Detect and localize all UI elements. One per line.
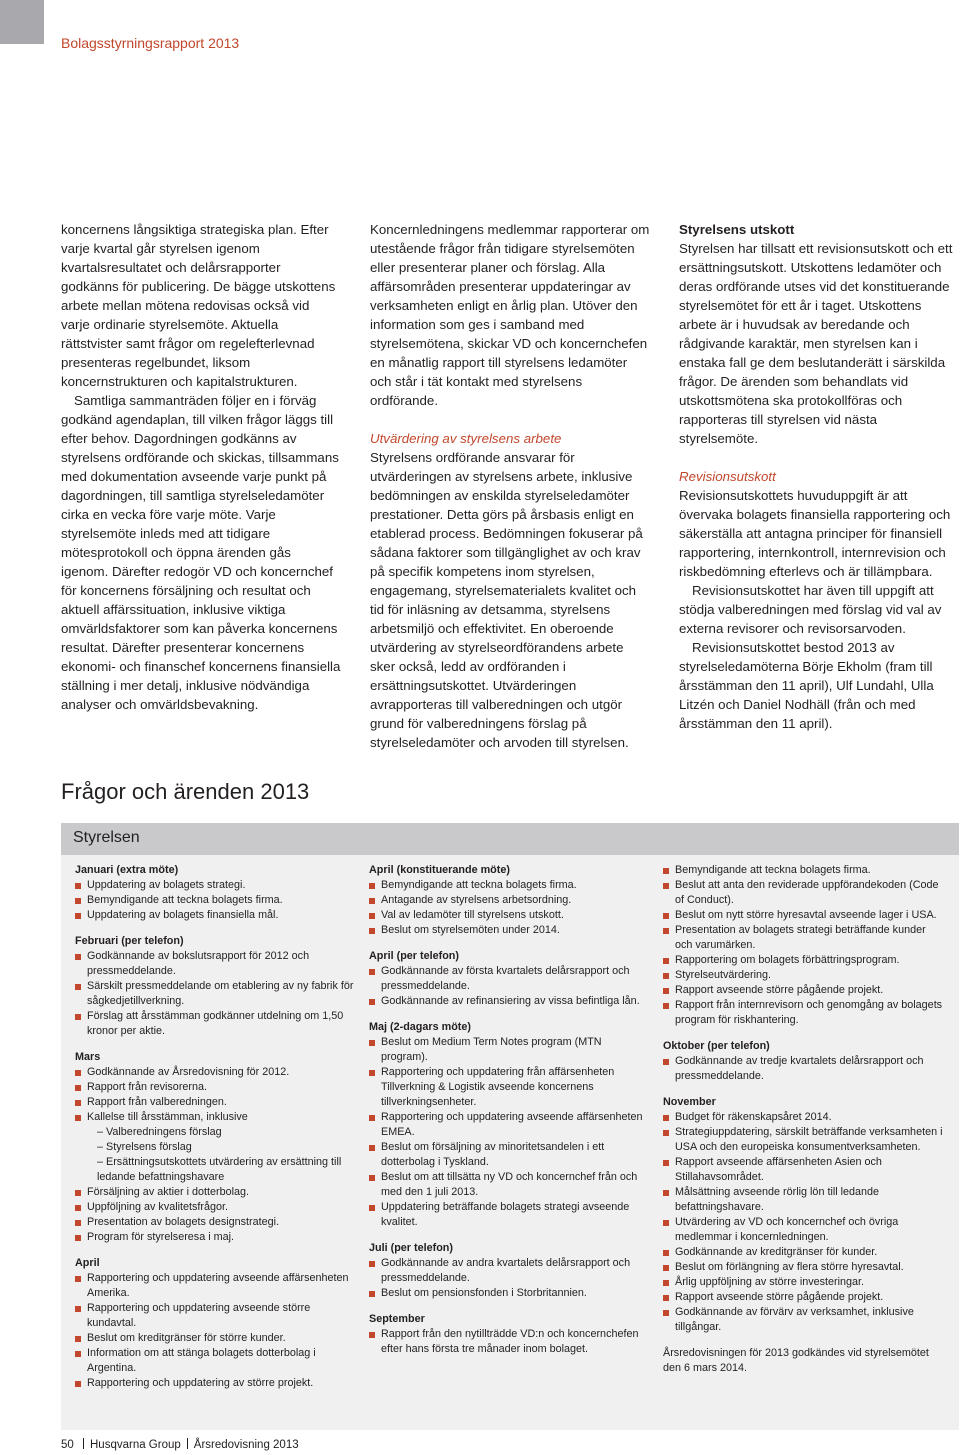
meeting-heading: April bbox=[75, 1257, 100, 1269]
subheading-committees: Styrelsens utskott bbox=[679, 222, 795, 237]
agenda-item: Förslag att årsstämman godkänner utdelning om 1,50 kronor per aktie. bbox=[75, 1009, 357, 1039]
agenda-item: Godkännande av andra kvartalets delårsrapport och pressmeddelande. bbox=[369, 1256, 651, 1286]
agenda-item: Beslut om nytt större hyresavtal avseende lager i USA. bbox=[663, 908, 945, 923]
agenda-item: Uppdatering av bolagets finansiella mål. bbox=[75, 908, 357, 923]
meeting-group bbox=[663, 1039, 945, 1084]
agenda-item: Försäljning av aktier i dotterbolag. bbox=[75, 1185, 357, 1200]
meeting-group bbox=[663, 863, 945, 1028]
meeting-heading: September bbox=[369, 1313, 425, 1325]
agenda-list bbox=[75, 1271, 357, 1391]
agenda-list bbox=[75, 878, 357, 923]
meeting-heading: Januari (extra möte) bbox=[75, 864, 179, 876]
meeting-group bbox=[369, 1312, 651, 1357]
agenda-item: Rapport avseende större pågående projekt. bbox=[663, 983, 945, 998]
agenda-item: Rapportering och uppdatering från affärsenheten Tillverkning & Logistik avseende koncernens tillverkningsenheter. bbox=[369, 1065, 651, 1110]
agenda-item: Beslut om kreditgränser för större kunder. bbox=[75, 1331, 357, 1346]
box-column-3 bbox=[663, 863, 945, 1376]
agenda-list bbox=[75, 1065, 357, 1245]
agenda-item: Särskilt pressmeddelande om etablering av ny fabrik för sågkedjetillverkning. bbox=[75, 979, 357, 1009]
agenda-list bbox=[369, 1035, 651, 1230]
meeting-heading: Februari (per telefon) bbox=[75, 935, 184, 947]
text-column-2 bbox=[370, 220, 652, 752]
agenda-item: Rapport från den nytillträdde VD:n och koncernchefen efter hans första tre månader inom bolaget. bbox=[369, 1327, 651, 1357]
meeting-group bbox=[369, 1241, 651, 1301]
page-number: 50 bbox=[61, 1439, 74, 1451]
agenda-item: Presentation av bolagets designstrategi. bbox=[75, 1215, 357, 1230]
section-title: Frågor och ärenden 2013 bbox=[61, 779, 310, 804]
agenda-item: Målsättning avseende rörlig lön till ledande befattningshavare. bbox=[663, 1185, 945, 1215]
agenda-list bbox=[369, 1327, 651, 1357]
agenda-item: – Ersättningsutskottets utvärdering av ersättning till ledande befattningshavare bbox=[97, 1156, 342, 1183]
paragraph: Koncernledningens medlemmar rapporterar om utestående frågor från tidigare styrelsemöten eller presenterar planer och förslag. Alla affärsområden presenterar uppdateringar av verksamheten enligt en årlig plan. Utöver den information som ges i samband med styrelsemötena, skickar VD och koncernchefen en månatlig rapport till styrelsens ledamöter och står i tät kontakt med styrelsens ordförande. bbox=[370, 222, 650, 408]
agenda-item: Antagande av styrelsens arbetsordning. bbox=[369, 893, 651, 908]
agenda-item: Uppdatering av bolagets strategi. bbox=[75, 878, 357, 893]
agenda-item: Beslut om styrelsemöten under 2014. bbox=[369, 923, 651, 938]
agenda-item: Beslut om försäljning av minoritetsandelen i ett dotterbolag i Tyskland. bbox=[369, 1140, 651, 1170]
agenda-item: Uppdatering beträffande bolagets strategi avseende kvalitet. bbox=[369, 1200, 651, 1230]
agenda-item: Beslut om Medium Term Notes program (MTN program). bbox=[369, 1035, 651, 1065]
agenda-item: Budget för räkenskapsåret 2014. bbox=[663, 1110, 945, 1125]
agenda-item: – Valberedningens förslag bbox=[97, 1126, 222, 1138]
text-column-3 bbox=[679, 220, 954, 733]
agenda-list bbox=[75, 949, 357, 1039]
box-column-2 bbox=[369, 863, 651, 1368]
agenda-item: Årlig uppföljning av större investeringar. bbox=[663, 1275, 945, 1290]
agenda-item: Godkännande av förvärv av verksamhet, inklusive tillgångar. bbox=[663, 1305, 945, 1335]
agenda-item: Rapportering om bolagets förbättringsprogram. bbox=[663, 953, 945, 968]
agenda-item: Godkännande av refinansiering av vissa befintliga lån. bbox=[369, 994, 651, 1009]
company-name: Husqvarna Group bbox=[90, 1439, 181, 1451]
running-header: Bolagsstyrningsrapport 2013 bbox=[61, 35, 240, 51]
agenda-item: Rapport från revisorerna. bbox=[75, 1080, 357, 1095]
agenda-item: Rapportering och uppdatering avseende större kundavtal. bbox=[75, 1301, 357, 1331]
agenda-item: Rapportering och uppdatering av större projekt. bbox=[75, 1376, 357, 1391]
agenda-item: Beslut att anta den reviderade uppförandekoden (Code of Conduct). bbox=[663, 878, 945, 908]
agenda-item: Rapportering och uppdatering avseende affärsenheten EMEA. bbox=[369, 1110, 651, 1140]
agenda-item: Information om att stänga bolagets dotterbolag i Argentina. bbox=[75, 1346, 357, 1376]
meeting-heading: Oktober (per telefon) bbox=[663, 1040, 770, 1052]
paragraph: Styrelsens ordförande ansvarar för utvärderingen av styrelsens arbete, inklusive bedömningen av enskilda styrelseledamöter prestationer. Detta görs på årsbasis enligt en etablerad process. Bedömningen fokuserar på sådana faktorer som tillgänglighet av och krav på specifik kompetens inom styrelsen, engagemang, styrelsematerialets kvalitet och tid för inläsning av detsamma, styrelsens arbetsmiljö och effektivitet. En oberoende utvärdering av styrelseordförandens arbete sker också, ledd av ordföranden i ersättningsutskottet. Utvärderingen avrapporteras till valberedningen och utgör grund för valberedningens förslag på styrelseledamöter och arvoden till styrelsen. bbox=[370, 450, 643, 750]
agenda-item: Beslut om att tillsätta ny VD och koncernchef från och med den 1 juli 2013. bbox=[369, 1170, 651, 1200]
footer-separator bbox=[187, 1438, 188, 1449]
meeting-heading: April (per telefon) bbox=[369, 950, 459, 962]
agenda-item: Kallelse till årsstämman, inklusive bbox=[75, 1110, 357, 1125]
agenda-list bbox=[663, 863, 945, 1028]
agenda-item: Rapport från valberedningen. bbox=[75, 1095, 357, 1110]
paragraph: Revisionsutskottets huvuduppgift är att övervaka bolagets finansiella rapportering och säkerställa att antagna principer för finansiell rapportering, internkontroll, internrevision och riskbedömning efterlevs och är tillämpbara. bbox=[679, 488, 951, 579]
agenda-list bbox=[369, 1256, 651, 1301]
paragraph: koncernens långsiktiga strategiska plan. Efter varje kvartal går styrelsen igenom kvartalsresultatet och delårsrapporter godkänns för publicering. De bägge utskottens arbete mellan mötena redovisas också vid varje ordinarie styrelsemöte. Aktuella rättstvister samt frågor om regelefterlevnad presenteras regelbundet, liksom koncernstrukturen och kapitalstrukturen. bbox=[61, 222, 336, 389]
meeting-group bbox=[75, 1256, 357, 1391]
box-title: Styrelsen bbox=[73, 829, 140, 846]
paragraph: Revisionsutskottet har även till uppgift att stödja valberedningen med förslag vid val av externa revisorer och revisorsarvoden. bbox=[679, 583, 942, 636]
agenda-item: – Styrelsens förslag bbox=[97, 1141, 192, 1153]
agenda-item: Strategiuppdatering, särskilt beträffande verksamheten i USA och den europeiska konsumentverksamheten. bbox=[663, 1125, 945, 1155]
footer-separator bbox=[83, 1438, 84, 1449]
agenda-item: Bemyndigande att teckna bolagets firma. bbox=[663, 863, 945, 878]
agenda-item: Godkännande av tredje kvartalets delårsrapport och pressmeddelande. bbox=[663, 1054, 945, 1084]
agenda-item: Utvärdering av VD och koncernchef och övriga medlemmar i koncernledningen. bbox=[663, 1215, 945, 1245]
meeting-group bbox=[369, 949, 651, 1009]
agenda-item: Presentation av bolagets strategi beträffande kunder och varumärken. bbox=[663, 923, 945, 953]
agenda-list bbox=[663, 1110, 945, 1335]
agenda-item: Uppföljning av kvalitetsfrågor. bbox=[75, 1200, 357, 1215]
meeting-group bbox=[75, 863, 357, 923]
meeting-group bbox=[369, 863, 651, 938]
agenda-item: Godkännande av bokslutsrapport för 2012 och pressmeddelande. bbox=[75, 949, 357, 979]
agenda-list bbox=[663, 1054, 945, 1084]
paragraph: Styrelsen har tillsatt ett revisionsutskott och ett ersättningsutskott. Utskottens ledamöter och deras ordförande utses vid det konstituerande styrelsemötet för ett år i taget. Utskottens arbete är i huvudsak av beredande och rådgivande karaktär, men styrelsen kan i enstaka fall ge dem beslutanderätt i särskilda frågor. De ärenden som behandlats vid utskottsmötena ska protokollföras och rapporteras till styrelsen vid nästa styrelsemöte. bbox=[679, 241, 953, 446]
meeting-heading: April (konstituerande möte) bbox=[369, 864, 510, 876]
agenda-item: Val av ledamöter till styrelsens utskott. bbox=[369, 908, 651, 923]
meeting-group bbox=[75, 934, 357, 1039]
meeting-group bbox=[369, 1020, 651, 1230]
page-footer bbox=[61, 1438, 299, 1451]
agenda-item: Rapportering och uppdatering avseende affärsenheten Amerika. bbox=[75, 1271, 357, 1301]
subheading-evaluation: Utvärdering av styrelsens arbete bbox=[370, 431, 562, 446]
paragraph: Samtliga sammanträden följer en i förväg godkänd agendaplan, till vilken frågor läggs till efter behov. Dagordningen godkänns av styrelsens ordförande och skickas, tillsammans med dokumentation avseende varje punkt på dagordningen, till samtliga styrelseledamöter cirka en vecka före varje möte. Varje styrelsemöte inleds med att tidigare mötesprotokoll och öppna ärenden gås igenom. Därefter redogör VD och koncernchef för koncernens försäljning och resultat och aktuell affärssituation, inklusive viktiga omvärldsfaktorer som kan påverka koncernens resultat. Därefter presenterar koncernens ekonomi- och finanschef koncernens finansiella ställning i mer detalj, inklusive nödvändiga analyser och omvärldsbevakning. bbox=[61, 393, 341, 712]
agenda-item: Godkännande av kreditgränser för kunder. bbox=[663, 1245, 945, 1260]
agenda-item: Rapport avseende större pågående projekt. bbox=[663, 1290, 945, 1305]
subheading-audit-committee: Revisionsutskott bbox=[679, 469, 776, 484]
agenda-list bbox=[369, 878, 651, 938]
agenda-item: Beslut om pensionsfonden i Storbritannien. bbox=[369, 1286, 651, 1301]
meeting-group bbox=[75, 1050, 357, 1245]
meeting-heading: November bbox=[663, 1096, 716, 1108]
agenda-list bbox=[369, 964, 651, 1009]
agenda-item: Godkännande av Årsredovisning för 2012. bbox=[75, 1065, 357, 1080]
box-header bbox=[61, 823, 959, 855]
agenda-item: Rapport avseende affärsenheten Asien och Stillahavsområdet. bbox=[663, 1155, 945, 1185]
agenda-item: Rapport från internrevisorn och genomgång av bolagets program för riskhantering. bbox=[663, 998, 945, 1028]
paragraph: Revisionsutskottet bestod 2013 av styrelseledamöterna Börje Ekholm (fram till årsstämman den 11 april), Ulf Lundahl, Ulla Litzén och Daniel Nodhäll (från och med årsstämman den 11 april). bbox=[679, 640, 934, 731]
agenda-item: Beslut om förlängning av flera större hyresavtal. bbox=[663, 1260, 945, 1275]
meeting-heading: Maj (2-dagars möte) bbox=[369, 1021, 471, 1033]
box-column-1 bbox=[75, 863, 357, 1402]
meeting-heading: Juli (per telefon) bbox=[369, 1242, 453, 1254]
meeting-group bbox=[663, 1095, 945, 1335]
text-column-1 bbox=[61, 220, 341, 714]
closing-note: Årsredovisningen för 2013 godkändes vid styrelsemötet den 6 mars 2014. bbox=[663, 1347, 929, 1374]
board-matters-box bbox=[61, 823, 959, 1430]
agenda-item: Bemyndigande att teckna bolagets firma. bbox=[369, 878, 651, 893]
corner-marker bbox=[0, 0, 44, 44]
agenda-item: Program för styrelseresa i maj. bbox=[75, 1230, 357, 1245]
box-column-3-groups bbox=[663, 863, 945, 1335]
meeting-heading: Mars bbox=[75, 1051, 101, 1063]
agenda-item: Styrelseutvärdering. bbox=[663, 968, 945, 983]
publication-name: Årsredovisning 2013 bbox=[193, 1439, 299, 1451]
agenda-item: Godkännande av första kvartalets delårsrapport och pressmeddelande. bbox=[369, 964, 651, 994]
agenda-item: Bemyndigande att teckna bolagets firma. bbox=[75, 893, 357, 908]
